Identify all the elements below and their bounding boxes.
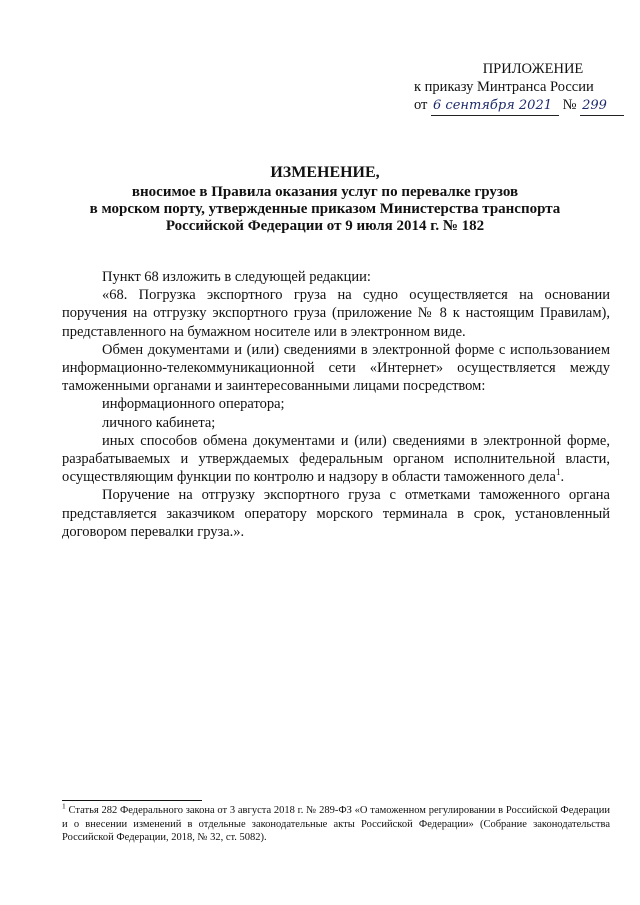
footnote-text: Статья 282 Федерального закона от 3 августа 2018 г. № 289-ФЗ «О таможенном регулировании в Российской Федерации и о внесении изменений в отдельные законодательные акты Российской Федерации» (Собрание законодательства Российской Федерации, 2018, № 32, ст. 5082).: [62, 805, 610, 843]
from-label: от: [414, 97, 428, 113]
list-item-operator: информационного оператора;: [102, 396, 285, 413]
paragraph-6-text: иных способов обмена документами и (или) сведениями в электронной форме, разрабатываемых и утверждаемых федеральным органом исполнительной власти, осуществляющим функции по контролю и надзору в области таможенного дела: [62, 432, 610, 486]
footnote-reference: 1: [555, 467, 561, 478]
heading-line-3: Российской Федерации от 9 июля 2014 г. № 182: [165, 218, 485, 234]
heading-main: ИЗМЕНЕНИЕ,: [270, 164, 380, 181]
paragraph-1: Пункт 68 изложить в следующей редакции:: [102, 269, 371, 285]
appendix-date-line: [414, 96, 614, 116]
number-label: №: [562, 97, 577, 113]
handwritten-date: 6 сентября 2021: [431, 97, 559, 116]
document-heading: [60, 162, 590, 235]
footnote-mark: 1: [62, 801, 66, 811]
paragraph-3: Обмен документами и (или) сведениями в электронной форме с использованием информационно-телекоммуникационной сети «Интернет» осуществляется между таможенными органами и заинтересованными лицами посредством:: [62, 341, 610, 395]
appendix-title: ПРИЛОЖЕНИЕ: [482, 61, 584, 77]
paragraph-6: [62, 432, 610, 487]
paragraph-2: «68. Погрузка экспортного груза на судно осуществляется на основании поручения на отгрузку экспортного груза (приложение № 8 к настоящим Правилам), представленного на бумажном носителе или в электронном виде.: [62, 287, 610, 340]
footnote: [62, 801, 610, 845]
handwritten-number: 299: [580, 97, 624, 116]
paragraph-7: Поручение на отгрузку экспортного груза с отметками таможенного органа представляется заказчиком оператору морского терминала в срок, установленный договором перевалки груза.».: [62, 487, 610, 540]
appendix-header: [414, 60, 614, 116]
appendix-order-reference: к приказу Минтранса России: [414, 79, 594, 95]
heading-line-1: вносимое в Правила оказания услуг по перевалке грузов: [131, 184, 519, 200]
paragraph-6-end: .: [560, 469, 565, 486]
document-body: [62, 268, 610, 541]
list-item-cabinet: личного кабинета;: [102, 414, 216, 431]
heading-line-2: в морском порту, утвержденные приказом Министерства транспорта: [89, 201, 561, 217]
footnote-divider: [62, 800, 202, 801]
